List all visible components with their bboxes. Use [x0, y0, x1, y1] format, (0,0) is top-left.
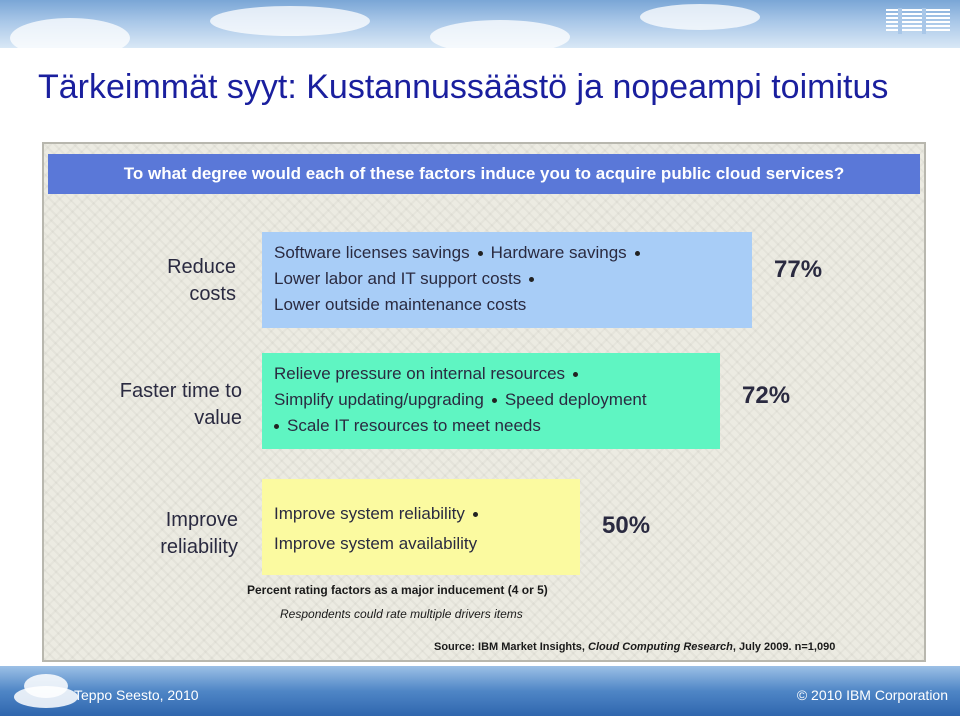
category-label-line: Reduce	[167, 256, 236, 278]
chart-subnote: Respondents could rate multiple drivers items	[280, 607, 523, 621]
driver-text: Improve system reliability	[274, 504, 465, 523]
top-banner	[0, 0, 960, 48]
category-label	[110, 254, 236, 308]
driver-line	[274, 499, 568, 529]
cloud-decoration	[210, 6, 370, 36]
bar-improve-reliability	[262, 479, 580, 575]
driver-line	[274, 240, 740, 266]
driver-line	[274, 292, 740, 318]
category-label-line: Faster time to	[119, 380, 242, 402]
driver-line	[274, 387, 708, 413]
source-note	[434, 641, 835, 653]
bullet-icon	[635, 251, 640, 256]
value-label: 72%	[742, 382, 791, 409]
driver-text: Scale IT resources to meet needs	[287, 416, 541, 435]
driver-text: Lower outside maintenance costs	[274, 295, 527, 314]
driver-line	[274, 413, 708, 439]
bullet-icon	[573, 372, 578, 377]
driver-line	[274, 361, 708, 387]
bullet-icon	[492, 398, 497, 403]
chart-note: Percent rating factors as a major inducement (4 or 5)	[247, 583, 548, 597]
category-label-line: value	[194, 407, 242, 429]
bullet-icon	[529, 277, 534, 282]
driver-text: Improve system availability	[274, 534, 478, 553]
cloud-decoration	[10, 18, 130, 48]
survey-question: To what degree would each of these factors induce you to acquire public cloud services?	[48, 154, 920, 194]
bullet-icon	[274, 424, 279, 429]
category-label-line: Improve	[165, 509, 238, 531]
footer-copyright: © 2010 IBM Corporation	[796, 687, 948, 703]
footer-author: Teppo Seesto, 2010	[74, 687, 199, 703]
page-title: Tärkeimmät syyt: Kustannussäästö ja nopeampi toimitus	[38, 68, 889, 106]
cloud-icon	[14, 686, 78, 708]
bar-reduce-costs	[262, 232, 752, 328]
cloud-decoration	[640, 4, 760, 30]
driver-text: Simplify updating/upgrading	[274, 390, 484, 409]
driver-text: Lower labor and IT support costs	[274, 269, 522, 288]
source-prefix: Source: IBM Market Insights,	[434, 641, 589, 653]
ibm-logo	[886, 8, 950, 34]
value-label: 50%	[602, 512, 651, 539]
cloud-decoration	[430, 20, 570, 48]
bullet-icon	[478, 251, 483, 256]
source-suffix: , July 2009. n=1,090	[732, 641, 836, 653]
bar-faster-time-to-value	[262, 353, 720, 449]
category-label-line: reliability	[160, 536, 238, 558]
category-label	[90, 378, 242, 432]
driver-line	[274, 266, 740, 292]
bullet-icon	[473, 512, 478, 517]
category-label	[110, 507, 238, 561]
driver-text: Hardware savings	[490, 243, 627, 262]
driver-line	[274, 529, 568, 559]
footer-bar	[0, 666, 960, 716]
category-label-line: costs	[189, 283, 236, 305]
source-title: Cloud Computing Research	[588, 641, 733, 653]
driver-text: Software licenses savings	[274, 243, 470, 262]
driver-text: Relieve pressure on internal resources	[274, 364, 566, 383]
driver-text: Speed deployment	[504, 390, 647, 409]
value-label: 77%	[774, 256, 823, 283]
